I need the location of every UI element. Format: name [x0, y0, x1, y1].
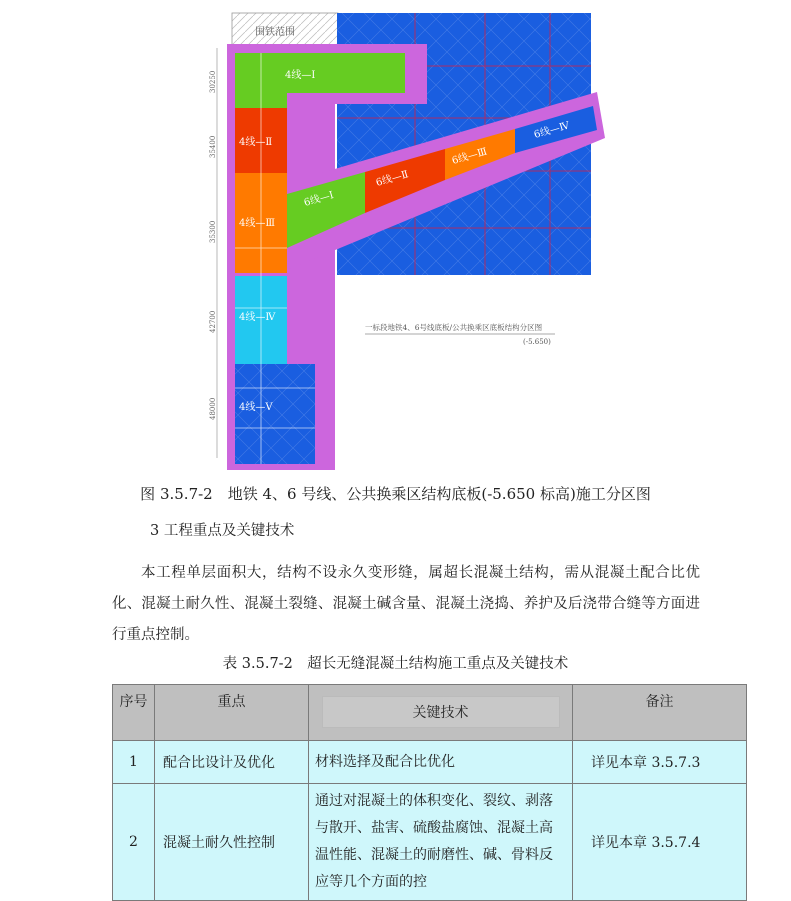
col-note-header: 备注	[573, 685, 747, 741]
zone-6-2-label: 6线—Ⅱ	[374, 169, 410, 189]
dim-5: 48000	[209, 397, 217, 420]
cell-focus: 配合比设计及优化	[155, 741, 309, 784]
cell-tech: 通过对混凝土的体积变化、裂纹、剥落与散开、盐害、硫酸盐腐蚀、混凝土高温性能、混凝土的耐磨性、碱、骨料反应等几个方面的控	[309, 784, 573, 901]
table-row	[113, 741, 747, 784]
key-tech-table	[112, 684, 747, 901]
dim-1: 30250	[209, 70, 217, 93]
table-caption: 表 3.5.7-2 超长无缝混凝土结构施工重点及关键技术	[222, 656, 569, 672]
cell-no: 1	[113, 741, 155, 784]
figure-caption: 图 3.5.7-2 地铁 4、6 号线、公共换乘区结构底板(-5.650 标高)施工分区图	[140, 485, 651, 503]
plan-note-elev: (-5.650)	[523, 338, 551, 346]
zone-4-1-label: 4线—Ⅰ	[285, 70, 316, 81]
cell-note: 详见本章 3.5.7.3	[573, 741, 747, 784]
cell-note: 详见本章 3.5.7.4	[573, 784, 747, 901]
section-heading: 3 工程重点及关键技术	[150, 523, 295, 539]
body-paragraph: 本工程单层面积大，结构不设永久变形缝，属超长混凝土结构，需从混凝土配合比优化、混凝土耐久性、混凝土裂缝、混凝土碱含量、混凝土浇捣、养护及后浇带合缝等方面进行重点控制。	[112, 565, 700, 643]
zone-6-1-label: 6线—Ⅰ	[302, 189, 335, 209]
plan-note-title: 一标段地铁4、6号线底板/公共换乘区底板结构分区图	[365, 323, 543, 332]
dim-2: 35400	[209, 135, 217, 158]
zone-6-3-label: 6线—Ⅲ	[450, 146, 489, 167]
zone-4-5-label: 4线—Ⅴ	[239, 402, 273, 413]
zone-4-4-label: 4线—Ⅳ	[239, 312, 276, 323]
zone-4-3-label: 4线—Ⅲ	[239, 218, 276, 229]
cell-focus: 混凝土耐久性控制	[155, 784, 309, 901]
table-header-row	[113, 685, 747, 741]
zone-6-4-label: 6线—Ⅳ	[532, 120, 571, 141]
cell-tech: 材料选择及配合比优化	[309, 741, 573, 784]
zone-4-2-label: 4线—Ⅱ	[239, 137, 273, 148]
table-row	[113, 784, 747, 901]
cell-no: 2	[113, 784, 155, 901]
col-tech-header	[309, 685, 573, 741]
dim-4: 42700	[209, 310, 217, 333]
col-focus-header: 重点	[155, 685, 309, 741]
construction-zoning-plan	[205, 8, 625, 470]
dim-3: 35300	[209, 220, 217, 243]
col-tech-header-label: 关键技术	[322, 696, 560, 728]
boundary-label: 围铁范围	[255, 27, 295, 38]
col-no-header: 序号	[113, 685, 155, 741]
